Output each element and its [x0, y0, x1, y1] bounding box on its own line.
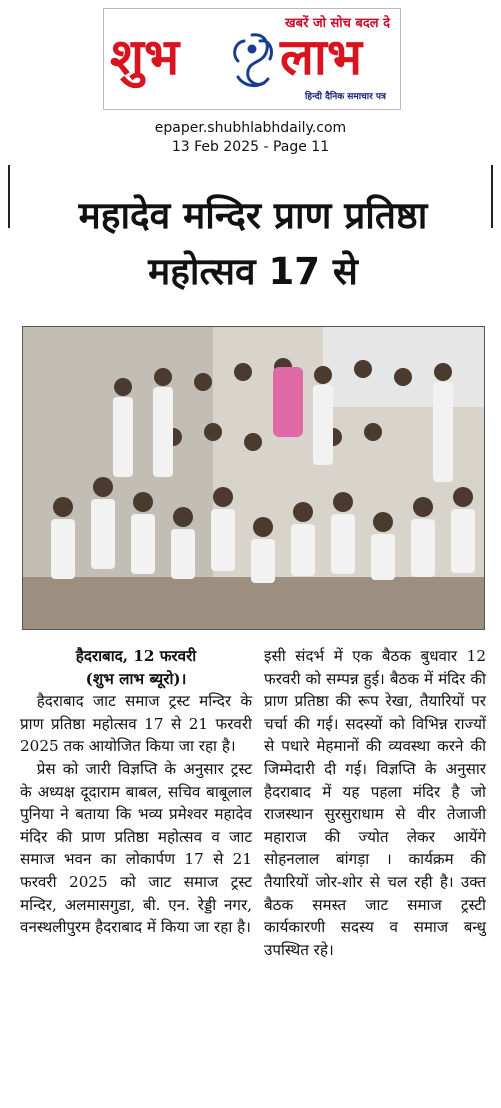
masthead-tagline: खबरें जो सोच बदल दे: [285, 16, 390, 31]
group-photo-icon: [23, 327, 484, 629]
ganesha-logo-icon: [224, 27, 280, 93]
article-column-1: [20, 645, 252, 939]
issue-date-page: 13 Feb 2025 - Page 11: [171, 139, 330, 155]
headline-line-2: महोत्सव 17 से: [148, 250, 358, 293]
brand-name-left: शुभ: [110, 27, 180, 86]
dateline-bureau: (शुभ लाभ ब्यूरो)।: [85, 669, 187, 688]
article-paragraph-2: प्रेस को जारी विज्ञप्ति के अनुसार ट्रस्ट के अध्यक्ष दूदाराम बाबल, सचिव बाबूलाल पुनिया ने बताया कि भव्य प्रमेश्वर महादेव मंदिर की प्राण प्रतिष्ठा महोत्सव व जाट समाज भवन का लोकार्पण 17 से 21 फरवरी 2025 को जाट समाज ट्रस्ट मन्दिर, अलमासगुडा, बी. एन. रेड्डी नगर, वनस्थलीपुरम हैदराबाद में किया जा रहा है।: [20, 759, 252, 937]
masthead-logo: [103, 8, 401, 110]
clipping-border-right: [491, 165, 493, 228]
group-photo: [22, 326, 485, 630]
article-column-2: [264, 645, 486, 961]
brand-name-right: लाभ: [280, 27, 362, 86]
clipping-border-left: [8, 165, 10, 228]
source-url: epaper.shubhlabhdaily.com: [154, 120, 347, 136]
article-headline: [18, 188, 488, 300]
article-paragraph-3: इसी संदर्भ में एक बैठक बुधवार 12 फरवरी को सम्पन्न हुई। बैठक में मंदिर की प्राण प्रतिष्ठा की रूप रेखा, तैयारियों पर चर्चा की गई। सदस्यों को विभिन्न राज्यों से पधारे मेहमानों की व्यवस्था करने की जिम्मेदारी दी गई। विज्ञप्ति के अनुसार हैदराबाद में यह पहला मंदिर है जो राजस्थान सुरसुराधाम से वीर तेजाजी महाराज की ज्योत लेकर आयेंगे सोहनलाल बांगड़ा । कार्यक्रम की तैयारियों जोर-शोर से चल रही है। उक्त बैठक समस्त जाट समाज ट्रस्टी कार्यकारणी सदस्य व समाज बन्धु उपस्थित रहे।: [264, 647, 486, 959]
masthead-subtitle: हिन्दी दैनिक समाचार पत्र: [304, 92, 386, 102]
dateline-place-date: हैदराबाद, 12 फरवरी: [75, 647, 197, 665]
article-dateline: [20, 645, 252, 690]
headline-line-1: महादेव मन्दिर प्राण प्रतिष्ठा: [78, 194, 428, 237]
article-paragraph-1: हैदराबाद जाट समाज ट्रस्ट मन्दिर के प्राण प्रतिष्ठा महोत्सव 17 से 21 फरवरी 2025 तक आयोजित किया जा रहा है।: [20, 692, 252, 756]
